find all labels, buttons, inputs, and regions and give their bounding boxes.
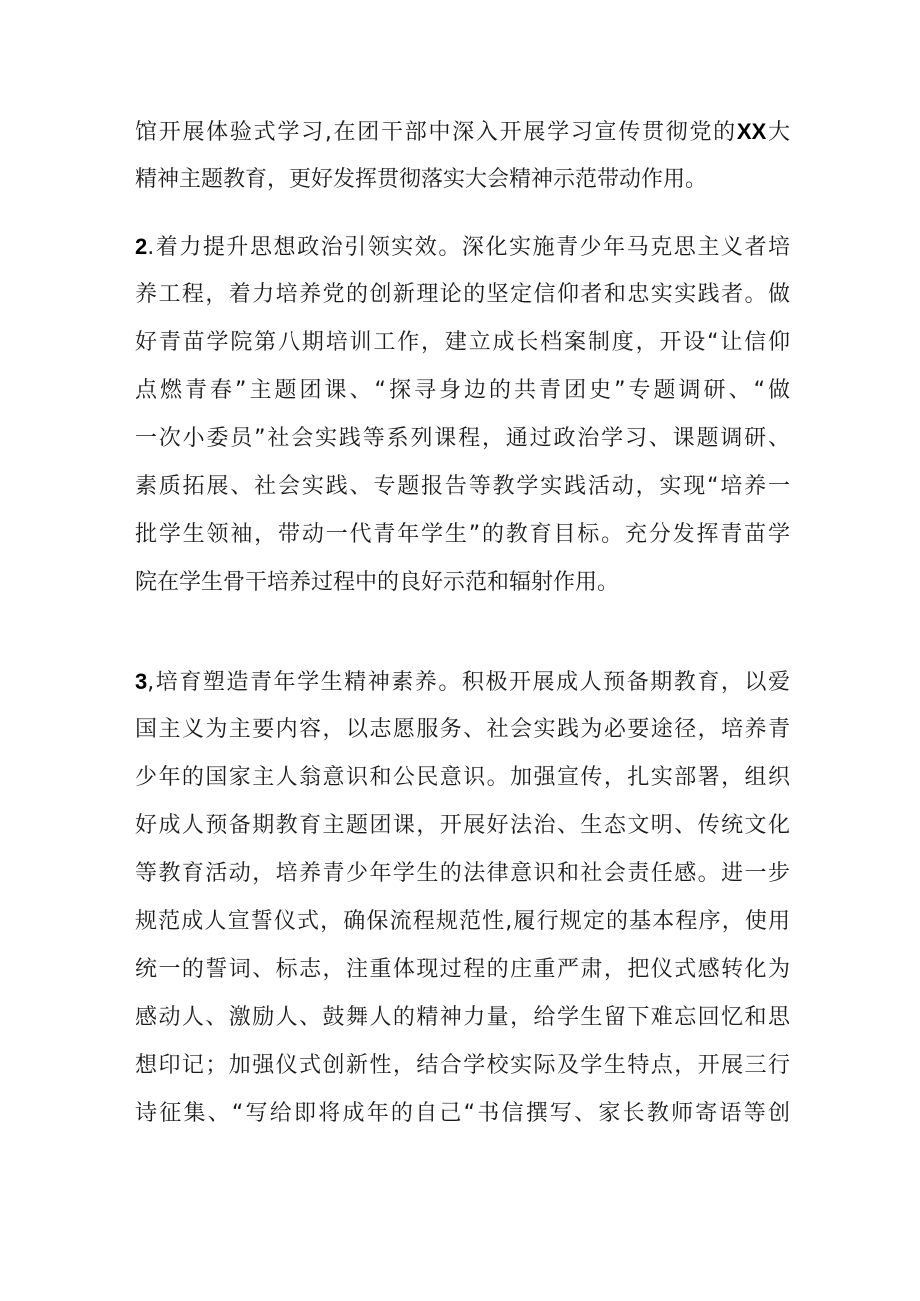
text-line: 点燃青春”主题团课、“探寻身边的共青团史”专题调研、“做 [135,378,790,403]
text-line: 院在学生骨干培养过程中的良好示范和辐射作用。 [135,570,620,595]
text-line [135,658,790,706]
text-line: 等教育活动，培养青少年学生的法律意识和社会责任感。进一步 [135,861,790,886]
text-line: 少年的国家主人翁意识和公民意识。加强宣传，扎实部署，组织 [135,765,790,790]
text-line: 国主义为主要内容，以志愿服务、社会实践为必要途径，培养青 [135,717,790,742]
item-number: 3 [135,669,148,694]
text-line: 统一的誓词、标志，注重体现过程的庄重严肃，把仪式感转化为 [135,957,790,982]
text-line: 一次小委员”社会实践等系列课程，通过政治学习、课题调研、 [135,426,790,451]
text-line: 好青苗学院第八期培训工作，建立成长档案制度，开设“让信仰 [135,330,790,355]
text-line: 批学生领袖，带动一代青年学生”的教育目标。充分发挥青苗学 [135,522,790,547]
text-line: 养工程，着力培养党的创新理论的坚定信仰者和忠实实践者。做 [135,282,790,307]
text-line: 素质拓展、社会实践、专题报告等教学实践活动，实现“培养一 [135,474,790,499]
paragraph-3 [135,658,790,1138]
text-line [135,108,790,156]
text-segment: 大 [766,120,790,145]
text-segment: ,培育塑造青年学生精神素养。积极开展成人预备期教育，以爱 [147,670,790,695]
text-line: 感动人、激励人、鼓舞人的精神力量，给学生留下难忘回忆和思 [135,1005,790,1030]
text-line: 规范成人宣誓仪式，确保流程规范性,履行规定的基本程序，使用 [135,909,790,934]
text-segment: .着力提升思想政治引领实效。深化实施青少年马克思主义者培 [147,235,790,260]
paragraph-1 [135,108,790,204]
text-line [135,223,790,271]
text-line: 想印记；加强仪式创新性，结合学校实际及学生特点，开展三行 [135,1053,790,1078]
placeholder-xx: XX [736,119,767,144]
item-number: 2 [135,234,148,259]
text-segment: 馆开展体验式学习,在团干部中深入开展学习宣传贯彻党的 [135,120,737,145]
text-line: 精神主题教育，更好发挥贯彻落实大会精神示范带动作用。 [135,167,708,192]
text-line: 好成人预备期教育主题团课，开展好法治、生态文明、传统文化 [135,813,790,838]
paragraph-2 [135,223,790,607]
text-line: 诗征集、“写给即将成年的自己“书信撰写、家长教师寄语等创 [135,1101,790,1126]
